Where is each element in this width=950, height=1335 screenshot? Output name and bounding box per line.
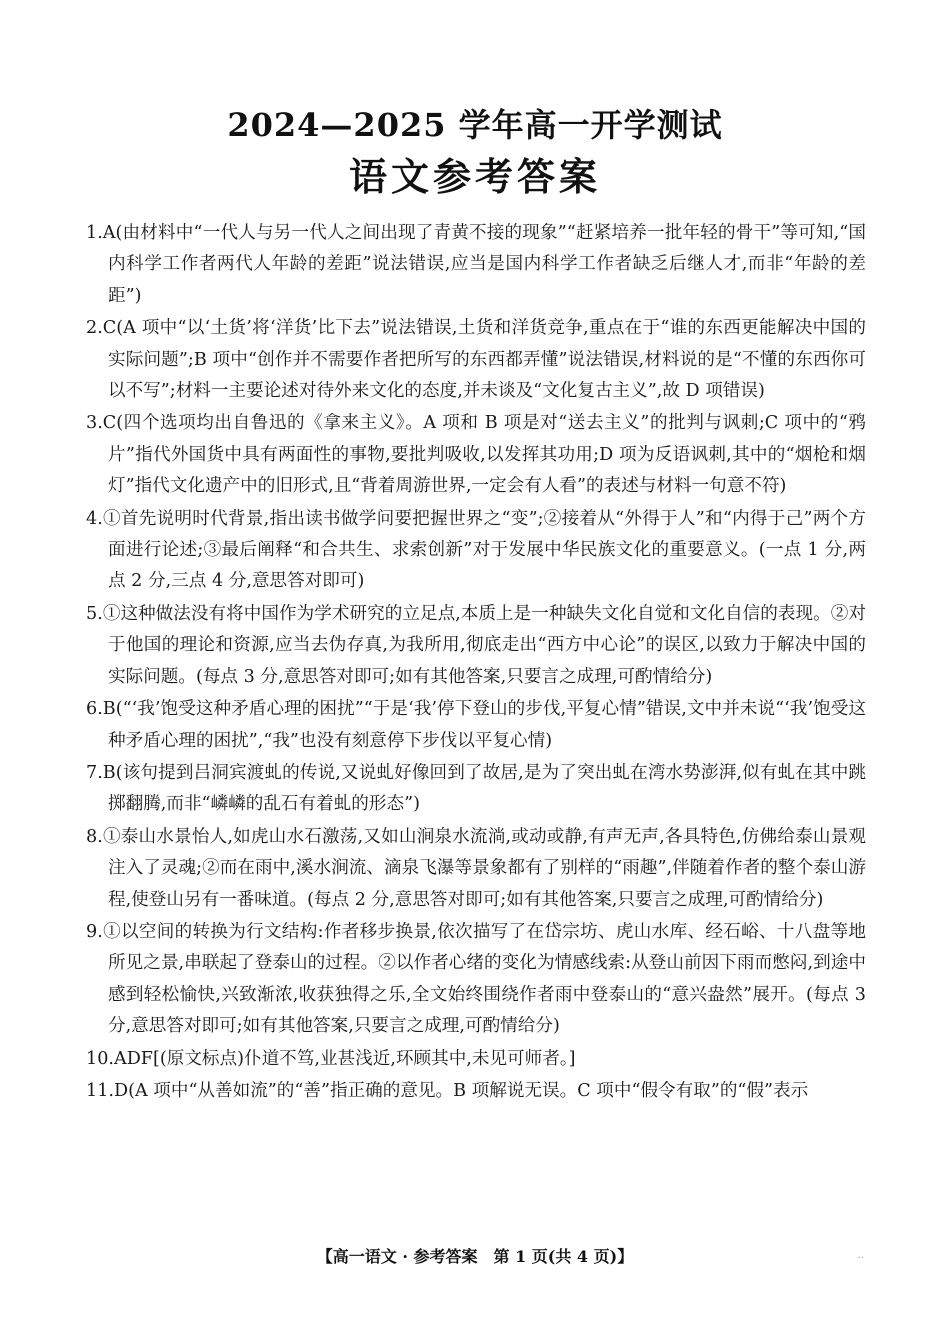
answer-item-11 bbox=[86, 1076, 866, 1107]
corner-mark: .. bbox=[857, 1250, 864, 1261]
answer-number: 1. bbox=[86, 223, 103, 243]
answer-item-9 bbox=[86, 917, 866, 1043]
answer-item-10 bbox=[86, 1044, 866, 1075]
page-footer: 【高一语文 · 参考答案 第 1 页(共 4 页)】 bbox=[316, 1247, 634, 1266]
answer-text: A(由材料中“一代人与另一代人之间出现了青黄不接的现象”“赶紧培养一批年轻的骨干”等可知,“国内科学工作者两代人年龄的差距”说法错误,应当是国内科学工作者缺乏后继人才,而非“年龄的差距”) bbox=[102, 223, 866, 306]
answer-number: 6. bbox=[86, 699, 103, 720]
answer-text: ①泰山水景怡人,如虎山水石激荡,又如山涧泉水流淌,或动或静,有声无声,各具特色,仿佛给泰山景观注入了灵魂;②而在雨中,溪水涧流、滴泉飞瀑等景象都有了别样的“雨趣”,伴随着作者的整个泰山游程,使登山另有一番味道。(每点 2 分,意思答对即可;如有其他答案,只要言之成理,可酌情给分) bbox=[102, 826, 866, 910]
answer-number: 11. bbox=[86, 1080, 114, 1101]
answer-text: ①这种做法没有将中国作为学术研究的立足点,本质上是一种缺失文化自觉和文化自信的表现。②对于他国的理论和资源,应当去伪存真,为我所用,彻底走出“西方中心论”的误区,以致力于解决中国的实际问题。(每点 3 分,意思答对即可;如有其他答案,只要言之成理,可酌情给分) bbox=[102, 603, 866, 687]
answer-item-5 bbox=[86, 599, 866, 693]
answer-text: B(该句提到吕洞宾渡虬的传说,又说虬好像回到了故居,是为了突出虬在湾水势澎湃,似有虬在其中跳掷翻腾,而非“嶙嶙的乱石有着虬的形态”) bbox=[102, 762, 866, 815]
document-title: 语文参考答案 bbox=[348, 154, 601, 199]
answer-number: 3. bbox=[86, 413, 103, 434]
answer-number: 9. bbox=[86, 921, 103, 942]
answer-item-4 bbox=[86, 504, 866, 598]
answer-number: 5. bbox=[86, 603, 103, 624]
answer-number: 8. bbox=[86, 826, 103, 847]
answer-list bbox=[86, 218, 866, 1108]
answer-number: 2. bbox=[86, 318, 103, 339]
answer-text: B(“‘我’饱受这种矛盾心理的困扰”“于是‘我’停下登山的步伐,平复心情”错误,文中并未说“‘我’饱受这种矛盾心理的困扰”,“我”也没有刻意停下步伐以平复心情) bbox=[102, 699, 866, 751]
answer-item-2 bbox=[86, 313, 866, 407]
answer-text: ①以空间的转换为行文结构:作者移步换景,依次描写了在岱宗坊、虎山水库、经石峪、十八盘等地所见之景,串联起了登泰山的过程。②以作者心绪的变化为情感线索:从登山前因下雨而憋闷,到途中感到轻松愉快,兴致渐浓,收获独得之乐,全文始终围绕作者雨中登泰山的“意兴盎然”展开。(每点 3 分,意思答对即可;如有其他答案,只要言之成理,可酌情给分) bbox=[102, 921, 866, 1037]
answer-text: D(A 项中“从善如流”的“善”指正确的意见。B 项解说无误。C 项中“假令有取”的“假”表示 bbox=[113, 1080, 809, 1101]
answer-text: C(A 项中“以‘土货’将‘洋货’比下去”说法错误,土货和洋货竞争,重点在于“谁的东西更能解决中国的实际问题”;B 项中“创作并不需要作者把所写的东西都弄懂”说法错误,材料说的是“不懂的东西你可以不写”;材料一主要论述对待外来文化的态度,并未谈及“文化复古主义”,故 D 项错误) bbox=[102, 318, 866, 402]
answer-item-8 bbox=[86, 822, 866, 916]
answer-number: 7. bbox=[86, 762, 103, 783]
answer-number: 4. bbox=[86, 508, 103, 529]
answer-text: C(四个选项均出自鲁迅的《拿来主义》。A 项和 B 项是对“送去主义”的批判与讽刺;C 项中的“鸦片”指代外国货中具有两面性的事物,要批判吸收,以发挥其功用;D 项为反语讽刺,其中的“烟枪和烟灯”指代文化遗产中的旧形式,且“背着周游世界,一定会有人看”的表述与材料一句意不符) bbox=[102, 413, 866, 497]
answer-item-6 bbox=[86, 694, 866, 757]
answer-number: 10. bbox=[86, 1048, 114, 1069]
answer-text: ①首先说明时代背景,指出读书做学问要把握世界之“变”;②接着从“外得于人”和“内得于己”两个方面进行论述;③最后阐释“和合共生、求索创新”对于发展中华民族文化的重要意义。(一点 1 分,两点 2 分,三点 4 分,意思答对即可) bbox=[102, 508, 866, 592]
answer-item-1 bbox=[86, 218, 866, 312]
answer-item-3 bbox=[86, 408, 866, 502]
answer-text: ADF[(原文标点)仆道不笃,业甚浅近,环顾其中,未见可师者。] bbox=[113, 1048, 576, 1069]
answer-item-7 bbox=[86, 758, 866, 821]
exam-title: 2024—2025 学年高一开学测试 bbox=[227, 106, 723, 144]
